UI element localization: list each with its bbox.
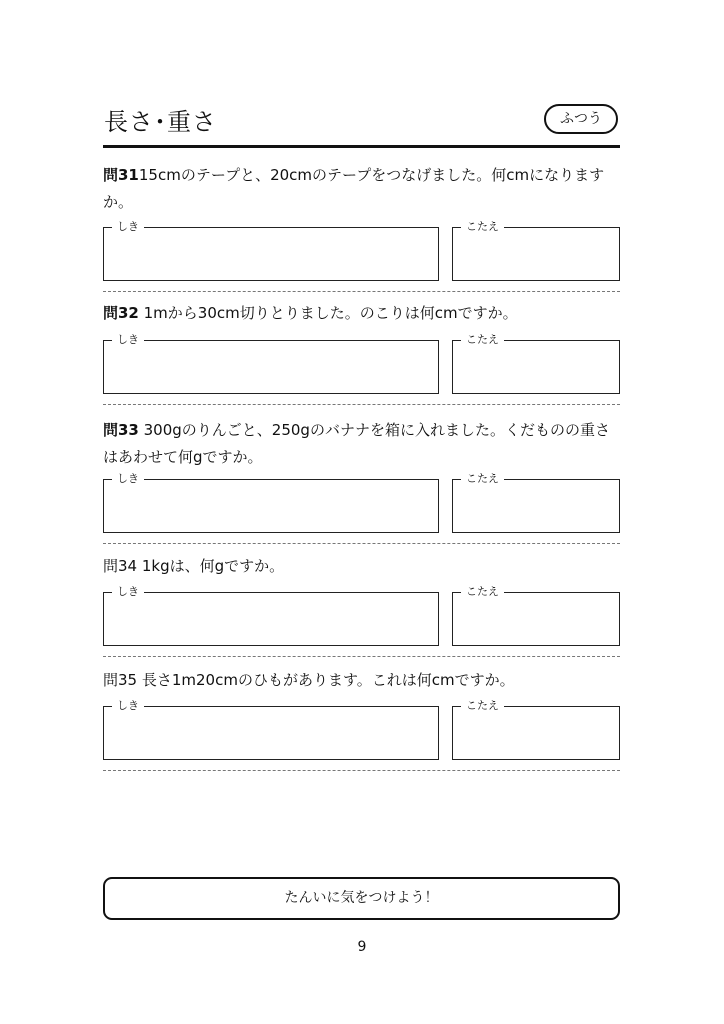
question-number: 問33 — [103, 421, 139, 439]
kotae-label: こたえ — [461, 219, 504, 235]
question-body: 15cmのテープと、20cmのテープをつなげました。何cmになりますか。 — [103, 166, 605, 211]
kotae-label: こたえ — [461, 332, 504, 348]
question-34 — [103, 553, 620, 598]
question-text — [103, 300, 620, 327]
kotae-answer-box[interactable] — [452, 333, 620, 394]
kotae-label: こたえ — [461, 584, 504, 600]
kotae-answer-box[interactable] — [452, 699, 620, 760]
question-number: 問32 — [103, 304, 139, 322]
kotae-label: こたえ — [461, 471, 504, 487]
shiki-answer-box[interactable] — [103, 333, 439, 394]
question-number: 問35 — [103, 671, 138, 689]
kotae-answer-box[interactable] — [452, 585, 620, 646]
page-title: 長さ･重さ — [104, 108, 217, 136]
shiki-label: しき — [112, 219, 144, 235]
title-rule — [103, 145, 620, 148]
question-33 — [103, 417, 620, 485]
shiki-answer-box[interactable] — [103, 472, 439, 533]
kotae-label: こたえ — [461, 698, 504, 714]
question-text — [103, 553, 620, 580]
question-32 — [103, 300, 620, 346]
question-text — [103, 162, 620, 216]
dashed-divider — [103, 404, 620, 405]
shiki-label: しき — [112, 471, 144, 487]
dashed-divider — [103, 770, 620, 771]
question-35 — [103, 667, 620, 712]
shiki-answer-box[interactable] — [103, 220, 439, 281]
dashed-divider — [103, 656, 620, 657]
question-body: 300gのりんごと、250gのバナナを箱に入れました。くだものの重さはあわせて何gですか。 — [103, 421, 610, 466]
kotae-answer-box[interactable] — [452, 472, 620, 533]
question-number: 問31 — [103, 166, 139, 184]
shiki-answer-box[interactable] — [103, 699, 439, 760]
shiki-label: しき — [112, 698, 144, 714]
question-body: 1kgは、何gですか。 — [137, 557, 285, 575]
footer-message-box: たんいに気をつけよう！ — [103, 877, 620, 920]
kotae-answer-box[interactable] — [452, 220, 620, 281]
question-number: 問34 — [103, 557, 138, 575]
dashed-divider — [103, 291, 620, 292]
dashed-divider — [103, 543, 620, 544]
question-text — [103, 667, 620, 694]
question-31 — [103, 162, 620, 233]
question-body: 長さ1m20cmのひもがあります。これは何cmですか。 — [137, 671, 515, 689]
page-number: 9 — [357, 939, 367, 955]
question-text — [103, 417, 620, 471]
level-badge: ふつう — [544, 104, 618, 134]
shiki-label: しき — [112, 584, 144, 600]
question-body: 1mから30cm切りとりました。のこりは何cmですか。 — [138, 304, 518, 322]
shiki-answer-box[interactable] — [103, 585, 439, 646]
shiki-label: しき — [112, 332, 144, 348]
